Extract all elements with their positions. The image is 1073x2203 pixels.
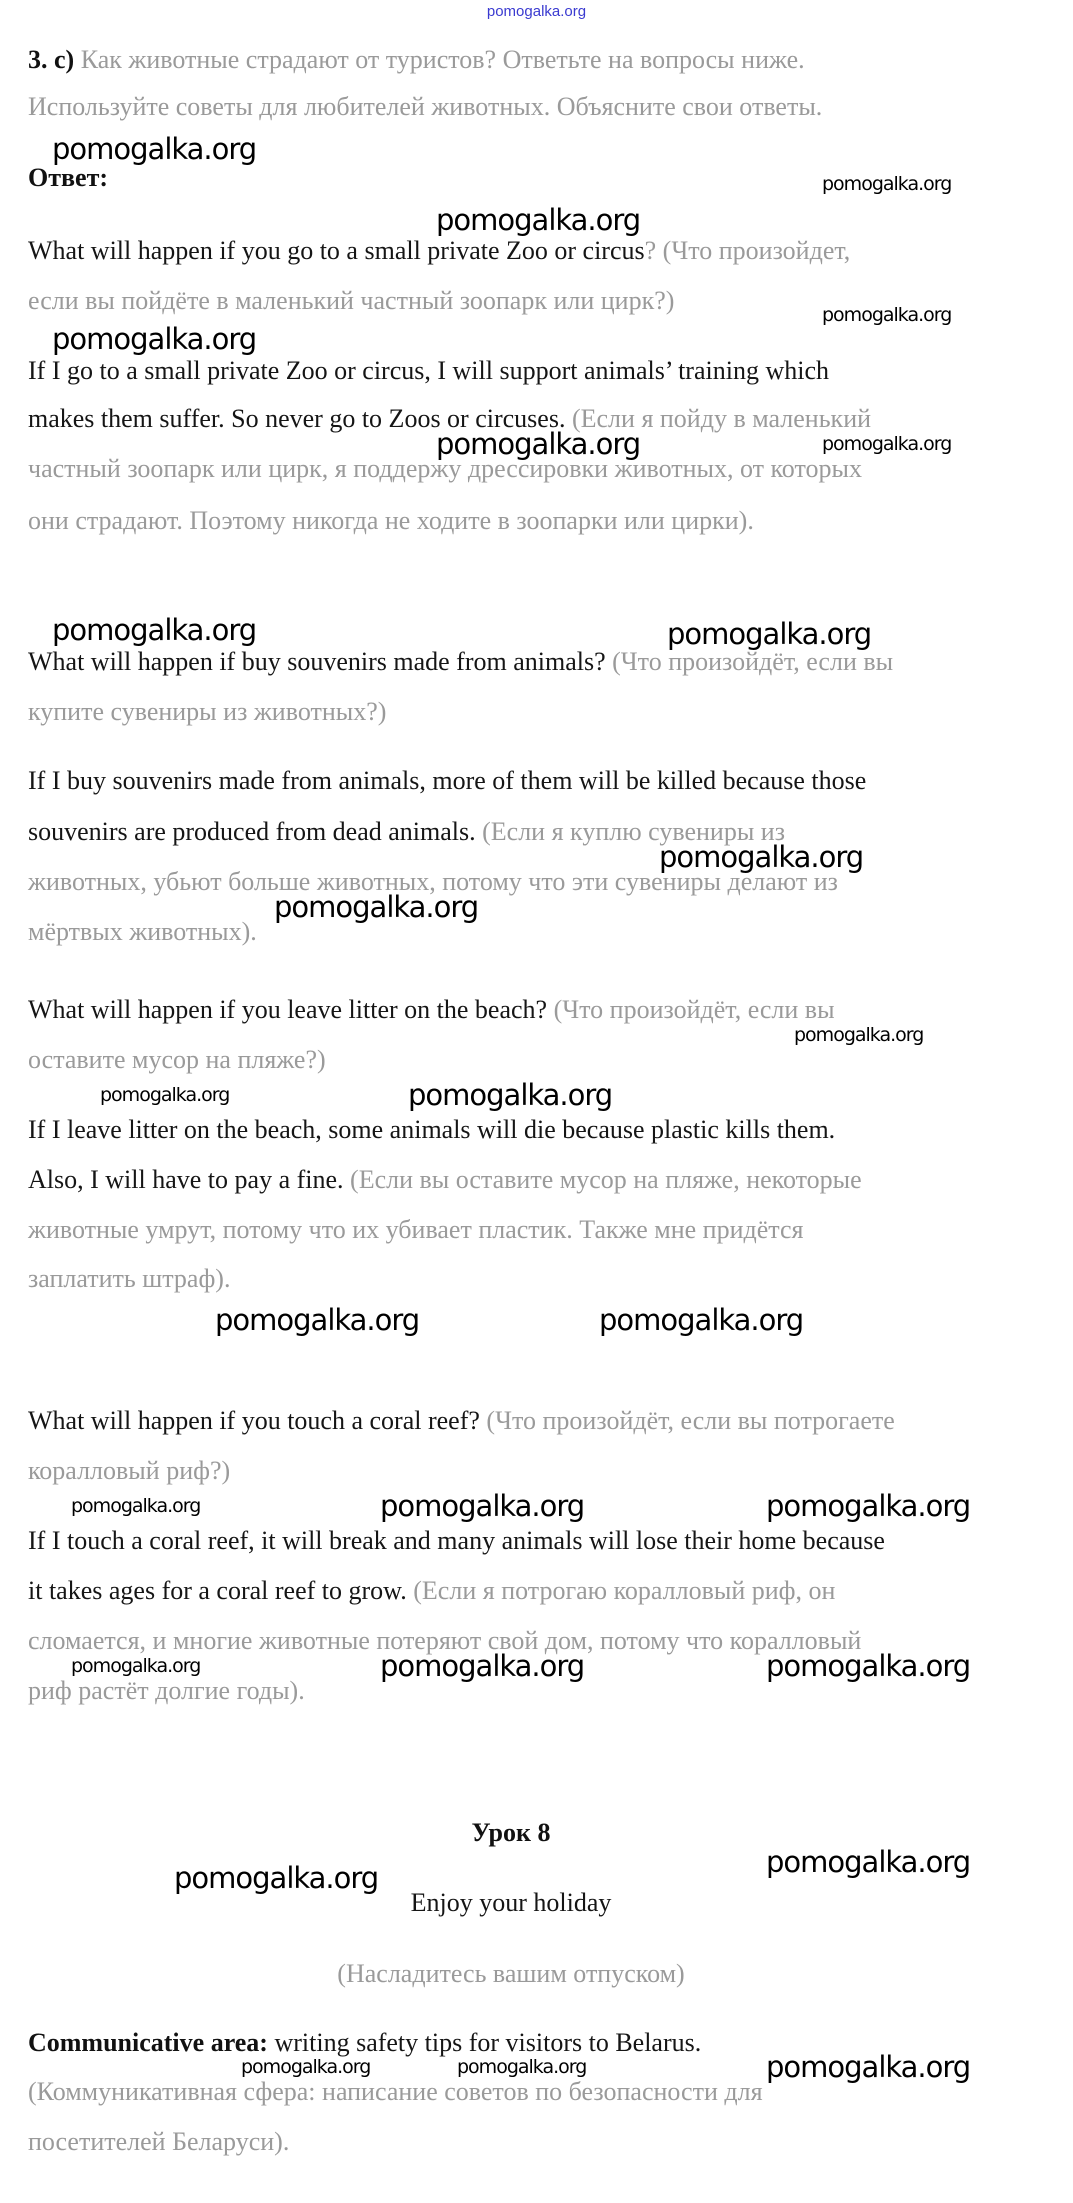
text-line xyxy=(28,2129,289,2155)
text-line xyxy=(28,94,822,120)
text-line xyxy=(28,1528,885,1554)
text-line xyxy=(28,2079,763,2105)
watermark: pomogalka.org xyxy=(659,840,864,874)
russian-translation: ? (Что произойдет, xyxy=(644,236,851,265)
russian-translation: оставите мусор на пляже?) xyxy=(28,1045,326,1074)
text-line xyxy=(28,997,835,1023)
watermark: pomogalka.org xyxy=(71,1655,201,1677)
watermark: pomogalka.org xyxy=(766,1845,971,1879)
russian-translation: они страдают. Поэтому никогда не ходите в зоопарки или цирки). xyxy=(28,506,754,535)
text-line xyxy=(28,1047,326,1073)
russian-translation: (Что произойдёт, если вы xyxy=(553,995,835,1024)
russian-translation: (Что произойдёт, если вы потрогаете xyxy=(486,1406,895,1435)
text-line xyxy=(28,2030,701,2056)
text-line xyxy=(28,238,850,264)
english-text: What will happen if you leave litter on the beach? xyxy=(28,995,554,1024)
watermark: pomogalka.org xyxy=(766,1489,971,1523)
text-line xyxy=(28,508,754,534)
watermark: pomogalka.org xyxy=(408,1078,613,1112)
text-line xyxy=(28,1408,895,1434)
text-line xyxy=(28,768,866,794)
heading-line xyxy=(411,1890,612,1916)
watermark: pomogalka.org xyxy=(52,613,257,647)
text-line xyxy=(28,47,805,73)
text-line xyxy=(28,1578,835,1604)
watermark: pomogalka.org xyxy=(822,433,952,455)
text-line xyxy=(28,1167,862,1193)
russian-translation: (Если я пойду в маленький xyxy=(571,404,872,433)
watermark: pomogalka.org xyxy=(436,427,641,461)
english-text: souvenirs are produced from dead animals. xyxy=(28,817,483,846)
watermark: pomogalka.org xyxy=(71,1495,201,1517)
russian-translation: сломается, и многие животные потеряют свой дом, потому что коралловый xyxy=(28,1626,862,1655)
heading-line xyxy=(337,1961,684,1987)
watermark: pomogalka.org xyxy=(52,322,257,356)
russian-translation: частный зоопарк или цирк, я поддержу дрессировки животных, от которых xyxy=(28,454,862,483)
text-line xyxy=(28,699,386,725)
english-text: What will happen if you touch a coral reef? xyxy=(28,1406,487,1435)
russian-translation: риф растёт долгие годы). xyxy=(28,1676,305,1705)
russian-translation: если вы пойдёте в маленький частный зоопарк или цирк?) xyxy=(28,286,675,315)
russian-translation: заплатить штраф). xyxy=(28,1264,231,1293)
watermark: pomogalka.org xyxy=(766,2050,971,2084)
russian-translation: (Коммуникативная сфера: написание советов по безопасности для xyxy=(28,2077,763,2106)
watermark: pomogalka.org xyxy=(766,1649,971,1683)
text-line xyxy=(28,1117,835,1143)
watermark: pomogalka.org xyxy=(100,1084,230,1106)
russian-translation: (Если я потрогаю коралловый риф, он xyxy=(413,1576,836,1605)
russian-translation: (Если я куплю сувениры из xyxy=(482,817,785,846)
text-line xyxy=(28,1678,305,1704)
russian-translation: коралловый риф?) xyxy=(28,1456,231,1485)
text-line xyxy=(28,649,893,675)
english-text: makes them suffer. So never go to Zoos or circuses. xyxy=(28,404,572,433)
english-text: If I go to a small private Zoo or circus, I will support animals’ training which xyxy=(28,356,829,385)
text-line xyxy=(28,358,829,384)
english-text: If I leave litter on the beach, some animals will die because plastic kills them. xyxy=(28,1115,836,1144)
english-text: Enjoy your holiday xyxy=(410,1888,612,1917)
watermark: pomogalka.org xyxy=(52,132,257,166)
bold-label: Ответ: xyxy=(28,163,109,192)
russian-translation: (Насладитесь вашим отпуском) xyxy=(337,1959,685,1988)
bold-label: 3. c) xyxy=(28,45,75,74)
english-text: What will happen if you go to a small private Zoo or circus xyxy=(28,236,645,265)
watermark: pomogalka.org xyxy=(174,1861,379,1895)
english-text: If I touch a coral reef, it will break and many animals will lose their home because xyxy=(28,1526,885,1555)
russian-translation: (Что произойдёт, если вы xyxy=(612,647,894,676)
russian-translation: посетителей Беларуси). xyxy=(28,2127,290,2156)
watermark: pomogalka.org xyxy=(599,1303,804,1337)
english-text: writing safety tips for visitors to Belarus. xyxy=(274,2028,702,2057)
russian-translation: животных, убьют больше животных, потому что эти сувениры делают из xyxy=(28,867,838,896)
watermark: pomogalka.org xyxy=(380,1649,585,1683)
russian-translation: купите сувениры из животных?) xyxy=(28,697,387,726)
watermark: pomogalka.org xyxy=(794,1024,924,1046)
watermark: pomogalka.org xyxy=(667,617,872,651)
english-text: it takes ages for a coral reef to grow. xyxy=(28,1576,414,1605)
watermark: pomogalka.org xyxy=(215,1303,420,1337)
text-line xyxy=(28,165,108,191)
watermark: pomogalka.org xyxy=(274,890,479,924)
russian-translation: Как животные страдают от туристов? Ответьте на вопросы ниже. xyxy=(74,45,805,74)
watermark: pomogalka.org xyxy=(822,173,952,195)
bold-label: Урок 8 xyxy=(471,1818,551,1847)
text-line xyxy=(28,1217,803,1243)
text-line xyxy=(28,919,257,945)
russian-translation: Используйте советы для любителей животных. Объясните свои ответы. xyxy=(28,92,823,121)
russian-translation: животные умрут, потому что их убивает пластик. Также мне придётся xyxy=(28,1215,804,1244)
watermark: pomogalka.org xyxy=(380,1489,585,1523)
watermark: pomogalka.org xyxy=(822,304,952,326)
text-line xyxy=(28,1266,230,1292)
watermark: pomogalka.org xyxy=(241,2056,371,2078)
russian-translation: (Если вы оставите мусор на пляже, некоторые xyxy=(350,1165,862,1194)
english-text: What will happen if buy souvenirs made from animals? xyxy=(28,647,613,676)
english-text: If I buy souvenirs made from animals, more of them will be killed because those xyxy=(28,766,867,795)
bold-label: Communicative area: xyxy=(28,2028,275,2057)
watermark: pomogalka.org xyxy=(436,203,641,237)
text-line xyxy=(28,288,674,314)
english-text: Also, I will have to pay a fine. xyxy=(28,1165,351,1194)
text-line xyxy=(28,1458,230,1484)
watermark: pomogalka.org xyxy=(457,2056,587,2078)
heading-line xyxy=(472,1820,551,1846)
header-site-link[interactable]: pomogalka.org xyxy=(486,3,587,20)
russian-translation: мёртвых животных). xyxy=(28,917,257,946)
